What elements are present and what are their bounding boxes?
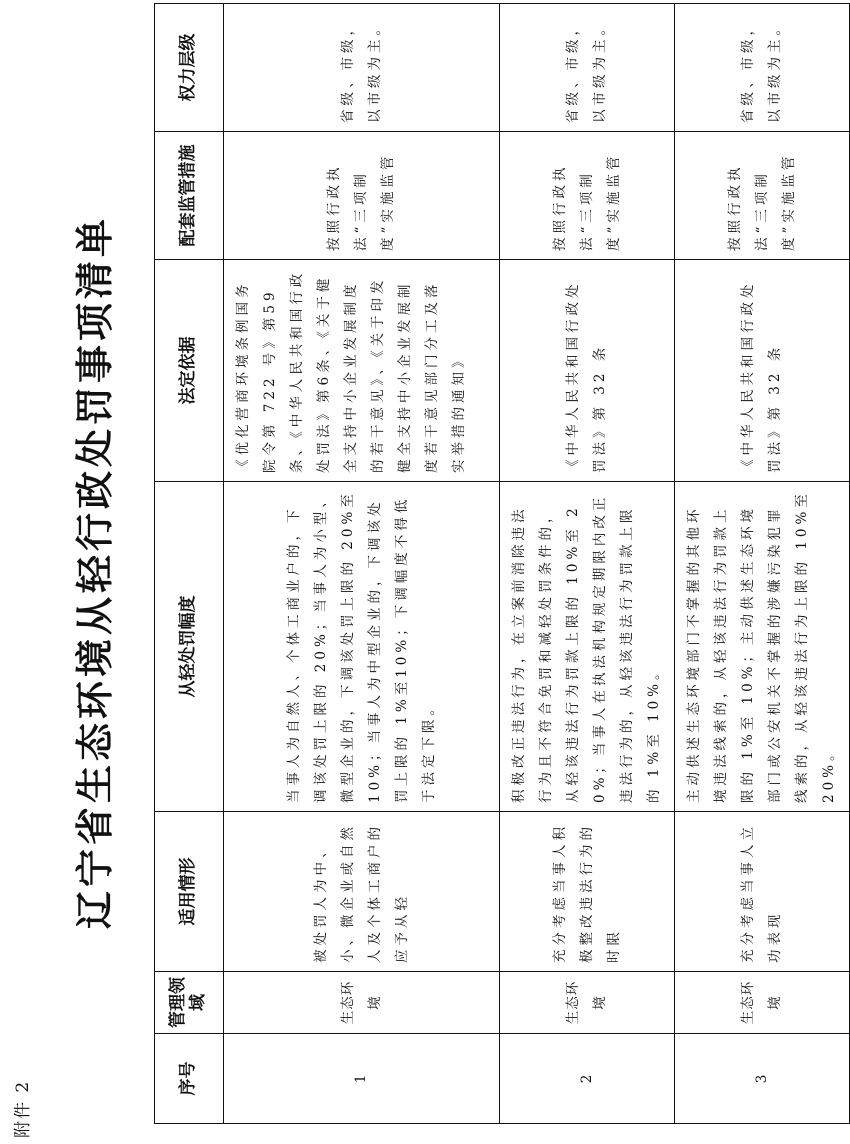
row-measures: 按照行政执法“三项制度”实施监管 (675, 132, 850, 260)
row-situation: 充分考虑当事人立功表现 (675, 812, 850, 972)
table-row (500, 4, 675, 1124)
page-title: 辽宁省生态环境从轻行政处罚事项清单 (72, 215, 117, 930)
row-domain: 生态环境 (224, 972, 500, 1034)
row-level: 省级、市级，以市级为主。 (500, 4, 675, 132)
table-row (675, 4, 850, 1124)
row-seq: 3 (675, 1034, 850, 1124)
row-basis: 《优化营商环境条例国务院令第 722 号》第59条、《中华人民共和国行政处罚法》第6条、《关于健全支持中小企业发展制度的若干意见》、《关于印发健全支持中小企业发展制度若干意见部门分工及落实举措的通知》 (224, 260, 500, 482)
table-row (224, 4, 500, 1124)
row-range: 当事人为自然人、个体工商业户的，下调该处罚上限的 20%；当事人为小型、微型企业的，下调该处罚上限的 20%至 10%；当事人为中型企业的，下调该处罚上限的 1%至10%；下调幅度不得低于法定下限。 (224, 482, 500, 812)
header-measures: 配套监管措施 (155, 132, 224, 260)
header-domain: 管理领域 (155, 972, 224, 1034)
row-situation: 充分考虑当事人积极整改违法行为的时限 (500, 812, 675, 972)
row-seq: 2 (500, 1034, 675, 1124)
penalty-table (154, 3, 850, 1124)
row-basis: 《中华人民共和国行政处罚法》第 32 条 (500, 260, 675, 482)
row-level: 省级、市级，以市级为主。 (224, 4, 500, 132)
header-basis: 法定依据 (155, 260, 224, 482)
row-seq: 1 (224, 1034, 500, 1124)
row-level: 省级、市级，以市级为主。 (675, 4, 850, 132)
header-situation: 适用情形 (155, 812, 224, 972)
header-row (155, 4, 224, 1124)
row-range: 主动供述生态环境部门不掌握的其他环境违法线索的，从轻该违法行为罚款上限的 1%至 10%；主动供述生态环境部门或公安机关不掌握的涉嫌污染犯罪线索的，从轻该违法行为上限的 10%至 20%。 (675, 482, 850, 812)
row-measures: 按照行政执法“三项制度”实施监管 (500, 132, 675, 260)
header-seq: 序号 (155, 1034, 224, 1124)
row-domain: 生态环境 (500, 972, 675, 1034)
header-range: 从轻处罚幅度 (155, 482, 224, 812)
attachment-label: 附件 2 (13, 1079, 33, 1138)
row-measures: 按照行政执法“三项制度”实施监管 (224, 132, 500, 260)
row-basis: 《中华人民共和国行政处罚法》第 32 条 (675, 260, 850, 482)
header-level: 权力层级 (155, 4, 224, 132)
row-domain: 生态环境 (675, 972, 850, 1034)
row-situation: 被处罚人为中、小、微企业或自然人及个体工商户的应予从轻 (224, 812, 500, 972)
row-range: 积极改正违法行为，在立案前消除违法行为且不符合免罚和减轻处罚条件的，从轻该违法行为罚款上限的 10%至 20%；当事人在执法机构规定期限内改正违法行为的，从轻该违法行为罚款上限的 1%至 10%。 (500, 482, 675, 812)
